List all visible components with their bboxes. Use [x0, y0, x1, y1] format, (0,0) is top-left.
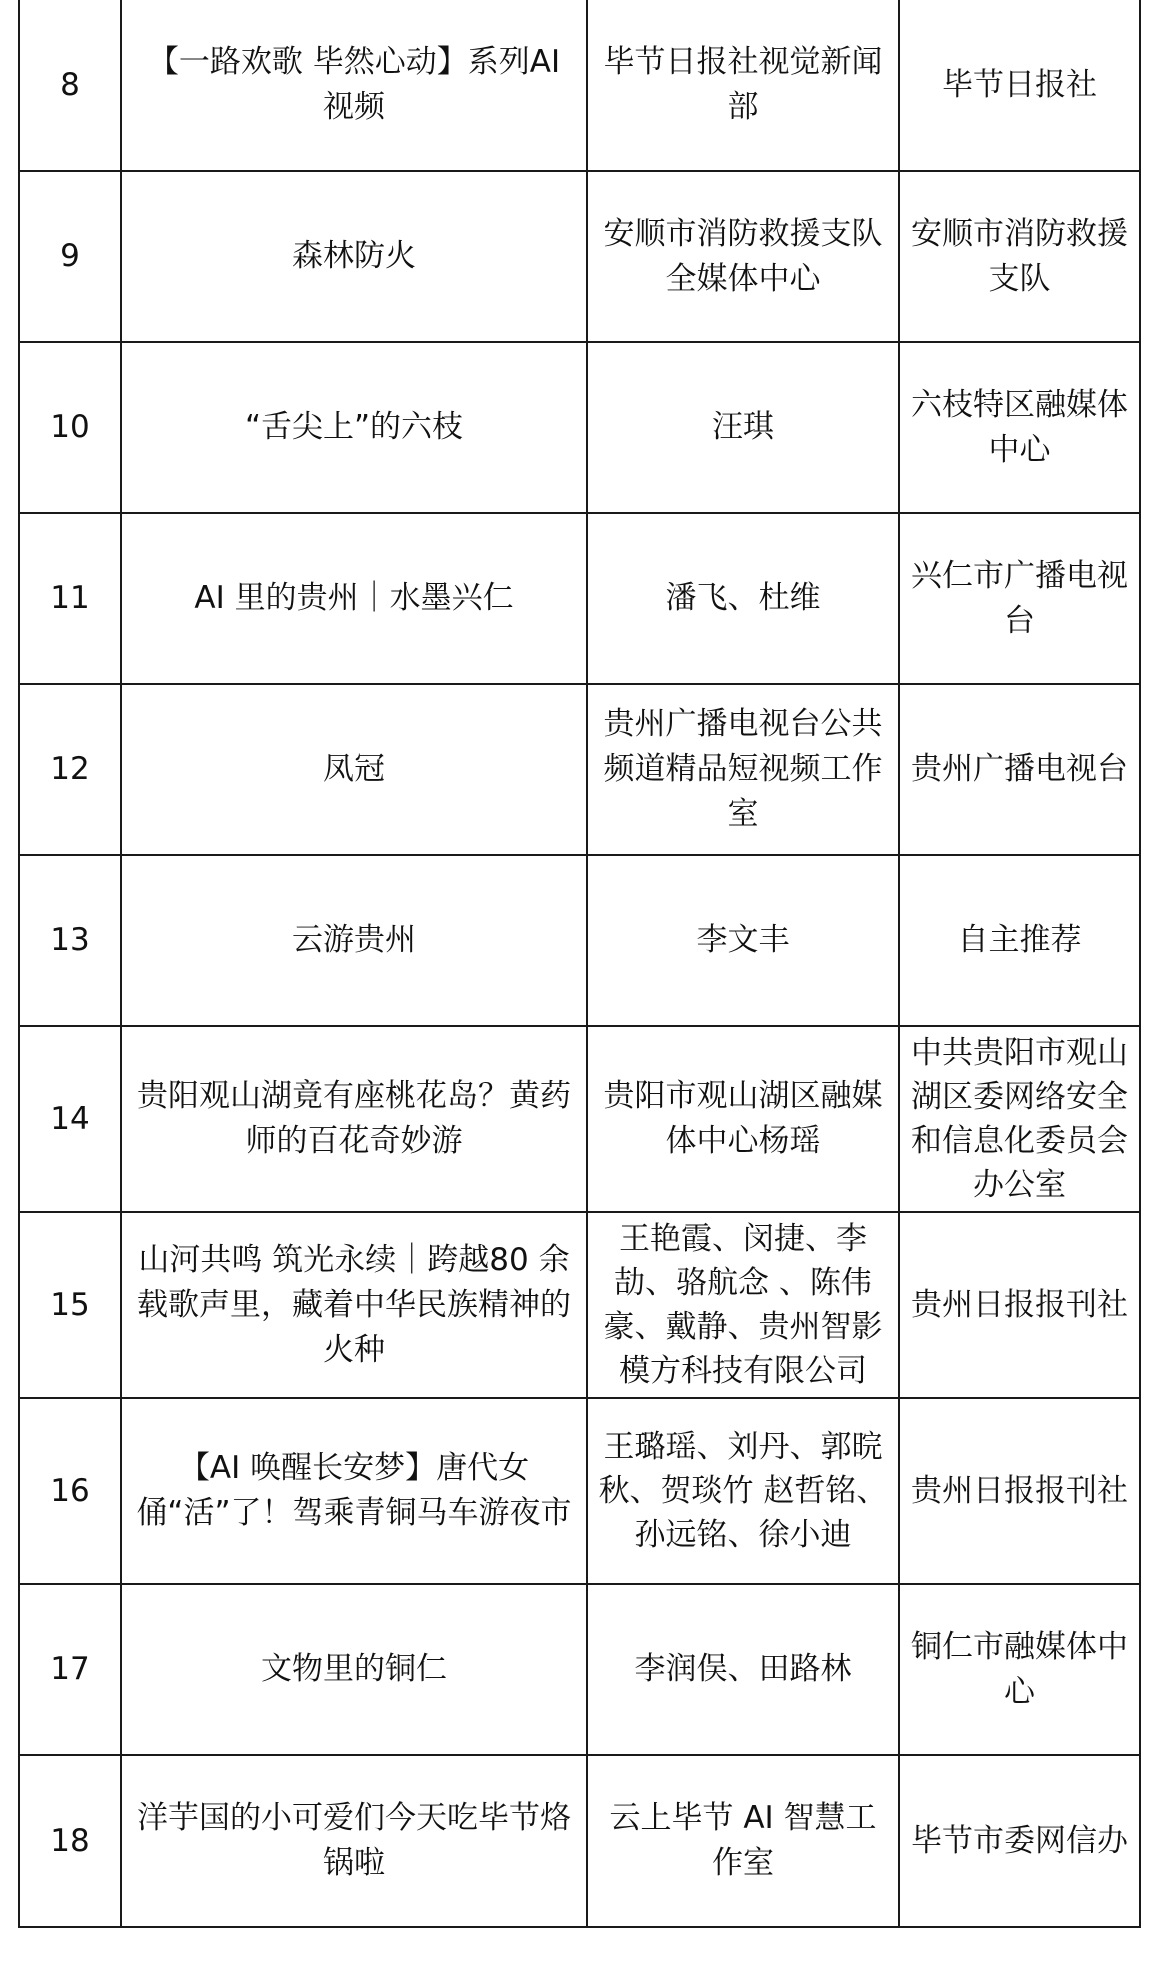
submitting-unit: 安顺市消防救援支队 [899, 171, 1140, 342]
work-title: AI 里的贵州｜水墨兴仁 [121, 513, 587, 684]
row-number: 8 [19, 0, 121, 171]
table-row [19, 171, 1140, 342]
work-title: 凤冠 [121, 684, 587, 855]
work-author: 李润俣、田路林 [587, 1584, 899, 1755]
submitting-unit: 毕节日报社 [899, 0, 1140, 171]
table-row [19, 513, 1140, 684]
work-author: 贵阳市观山湖区融媒体中心杨瑶 [587, 1026, 899, 1212]
work-author: 贵州广播电视台公共频道精品短视频工作室 [587, 684, 899, 855]
submitting-unit: 贵州日报报刊社 [899, 1398, 1140, 1584]
submitting-unit: 贵州广播电视台 [899, 684, 1140, 855]
table-row [19, 0, 1140, 171]
row-number: 9 [19, 171, 121, 342]
table-row [19, 1212, 1140, 1398]
work-title: 山河共鸣 筑光永续｜跨越80 余载歌声里，藏着中华民族精神的火种 [121, 1212, 587, 1398]
row-number: 14 [19, 1026, 121, 1212]
row-number: 10 [19, 342, 121, 513]
row-number: 15 [19, 1212, 121, 1398]
work-title: 【AI 唤醒长安梦】唐代女俑“活”了！驾乘青铜马车游夜市 [121, 1398, 587, 1584]
row-number: 16 [19, 1398, 121, 1584]
work-title: 【一路欢歌 毕然心动】系列AI 视频 [121, 0, 587, 171]
table-row [19, 1398, 1140, 1584]
table-row [19, 1584, 1140, 1755]
award-list-table [18, 0, 1141, 1928]
row-number: 18 [19, 1755, 121, 1927]
work-author: 王艳霞、闵捷、李劼、骆航念 、陈伟豪、戴静、贵州智影模方科技有限公司 [587, 1212, 899, 1398]
submitting-unit: 六枝特区融媒体中心 [899, 342, 1140, 513]
work-title: 贵阳观山湖竟有座桃花岛？黄药师的百花奇妙游 [121, 1026, 587, 1212]
work-title: 云游贵州 [121, 855, 587, 1026]
table-row [19, 1755, 1140, 1927]
submitting-unit: 自主推荐 [899, 855, 1140, 1026]
work-title: 文物里的铜仁 [121, 1584, 587, 1755]
work-author: 汪琪 [587, 342, 899, 513]
row-number: 17 [19, 1584, 121, 1755]
row-number: 13 [19, 855, 121, 1026]
submitting-unit: 贵州日报报刊社 [899, 1212, 1140, 1398]
work-title: 森林防火 [121, 171, 587, 342]
table-row [19, 855, 1140, 1026]
work-author: 潘飞、杜维 [587, 513, 899, 684]
table-row [19, 1026, 1140, 1212]
work-author: 王璐瑶、刘丹、郭晥秋、贺琰竹 赵哲铭、孙远铭、徐小迪 [587, 1398, 899, 1584]
work-author: 云上毕节 AI 智慧工作室 [587, 1755, 899, 1927]
submitting-unit: 中共贵阳市观山湖区委网络安全和信息化委员会办公室 [899, 1026, 1140, 1212]
work-title: 洋芋国的小可爱们今天吃毕节烙锅啦 [121, 1755, 587, 1927]
work-author: 李文丰 [587, 855, 899, 1026]
table-row [19, 684, 1140, 855]
table-row [19, 342, 1140, 513]
submitting-unit: 铜仁市融媒体中心 [899, 1584, 1140, 1755]
work-author: 毕节日报社视觉新闻部 [587, 0, 899, 171]
row-number: 12 [19, 684, 121, 855]
work-author: 安顺市消防救援支队全媒体中心 [587, 171, 899, 342]
submitting-unit: 兴仁市广播电视台 [899, 513, 1140, 684]
work-title: “舌尖上”的六枝 [121, 342, 587, 513]
submitting-unit: 毕节市委网信办 [899, 1755, 1140, 1927]
row-number: 11 [19, 513, 121, 684]
